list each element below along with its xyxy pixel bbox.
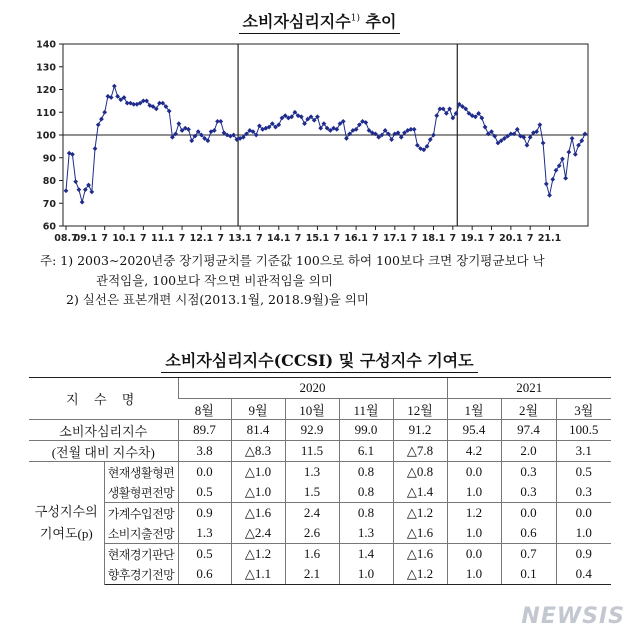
x-tick-label: 7 xyxy=(217,233,225,244)
component-value: △1.0 xyxy=(231,482,285,503)
x-tick-label: 7 xyxy=(410,233,418,244)
component-row xyxy=(29,482,611,503)
ccsi-series-line xyxy=(66,86,585,202)
change-value: 2.0 xyxy=(501,441,556,462)
component-value: △1.6 xyxy=(393,544,447,565)
data-point xyxy=(541,141,546,146)
component-value: 1.5 xyxy=(285,482,339,503)
x-tick-label: 7 xyxy=(372,233,379,244)
data-point xyxy=(547,193,552,198)
component-value: 2.4 xyxy=(285,503,339,524)
x-tick-label: 7 xyxy=(178,233,186,244)
data-point xyxy=(483,125,488,130)
component-value: 0.9 xyxy=(556,544,611,565)
y-tick-label: 130 xyxy=(36,62,56,74)
data-point xyxy=(76,187,81,192)
component-value: 0.8 xyxy=(339,482,393,503)
component-value: △1.6 xyxy=(393,523,447,544)
component-value: 0.7 xyxy=(501,544,556,565)
component-label: 현재생활형편 xyxy=(104,462,178,483)
change-value: 11.5 xyxy=(285,441,339,462)
component-value: 0.3 xyxy=(501,482,556,503)
data-point xyxy=(550,177,555,182)
y-tick-label: 110 xyxy=(36,107,56,119)
data-point xyxy=(583,131,588,136)
component-value: 0.1 xyxy=(501,564,556,585)
x-tick-label: 17.1 xyxy=(383,233,407,244)
component-value: 0.8 xyxy=(339,503,393,524)
component-value: 1.6 xyxy=(285,544,339,565)
data-point xyxy=(99,117,104,122)
ccsi-label: 소비자심리지수 xyxy=(29,420,178,441)
component-value: 1.0 xyxy=(556,523,611,544)
month-header: 10월 xyxy=(285,399,339,420)
component-value: 1.2 xyxy=(447,503,501,524)
y-tick-label: 80 xyxy=(42,176,56,187)
component-row xyxy=(29,564,611,585)
data-point xyxy=(570,136,575,141)
component-value: 2.6 xyxy=(285,523,339,544)
component-value: 0.0 xyxy=(447,462,501,483)
component-value: 1.3 xyxy=(178,523,231,544)
component-label: 현재경기판단 xyxy=(104,544,178,565)
x-tick-label: 15.1 xyxy=(305,233,330,244)
ccsi-line-chart xyxy=(0,30,639,250)
chart-notes xyxy=(40,251,545,310)
x-tick-label: 14.1 xyxy=(267,233,291,244)
ccsi-value: 81.4 xyxy=(231,420,285,441)
data-point xyxy=(102,110,107,115)
change-value: 3.8 xyxy=(178,441,231,462)
y-tick-label: 60 xyxy=(42,221,56,233)
component-label: 소비지출전망 xyxy=(107,526,175,541)
month-header: 12월 xyxy=(393,399,447,420)
month-header: 2월 xyxy=(501,399,556,420)
component-value: 1.0 xyxy=(447,482,501,503)
note-2: 2) 실선은 표본개편 시점(2013.1월, 2018.9월)을 의미 xyxy=(66,292,369,307)
component-value: 1.0 xyxy=(447,523,501,544)
change-value: 3.1 xyxy=(556,441,611,462)
component-value: 0.0 xyxy=(447,544,501,565)
change-value: △7.8 xyxy=(393,441,447,462)
header-row-years xyxy=(29,378,611,399)
header-label: 지 수 명 xyxy=(29,378,178,420)
data-point xyxy=(389,137,394,142)
component-label: 향후경기전망 xyxy=(104,564,178,585)
component-value: 1.3 xyxy=(285,462,339,483)
change-value: 6.1 xyxy=(339,441,393,462)
month-header: 9월 xyxy=(231,399,285,420)
component-value: △1.2 xyxy=(393,503,447,524)
year-2020: 2020 xyxy=(178,378,447,399)
ccsi-value: 92.9 xyxy=(285,420,339,441)
x-tick-label: 16.1 xyxy=(344,233,368,244)
x-tick-label: 19.1 xyxy=(460,233,484,244)
data-point xyxy=(112,84,117,89)
data-point xyxy=(176,121,181,126)
data-point xyxy=(412,127,417,132)
component-value: 0.0 xyxy=(178,462,231,483)
x-tick-label: 7 xyxy=(140,233,147,244)
component-row xyxy=(29,503,611,524)
component-value: △2.4 xyxy=(231,523,285,544)
change-label: (전월 대비 지수차) xyxy=(29,441,178,462)
ccsi-value: 100.5 xyxy=(556,420,611,441)
data-point xyxy=(218,119,223,124)
table-title: 소비자심리지수(CCSI) 및 구성지수 기여도 xyxy=(0,348,639,371)
x-tick-label: 7 xyxy=(449,233,457,244)
x-tick-label: 21.1 xyxy=(537,233,562,244)
component-label: 가계수입전망 xyxy=(104,503,178,524)
x-tick-label: 18.1 xyxy=(421,233,446,244)
ccsi-value: 97.4 xyxy=(501,420,556,441)
component-value: 0.3 xyxy=(501,462,556,483)
x-tick-label: 09.1 xyxy=(73,233,98,244)
component-value: △1.2 xyxy=(393,564,447,585)
data-point xyxy=(544,182,549,187)
x-tick-label: 13.1 xyxy=(228,233,252,244)
y-tick-label: 70 xyxy=(42,198,56,210)
month-header: 1월 xyxy=(447,399,501,420)
month-header: 3월 xyxy=(556,399,611,420)
notes-prefix: 주: xyxy=(40,253,57,268)
component-value: △1.4 xyxy=(393,482,447,503)
x-tick-label: 7 xyxy=(488,233,495,244)
component-value: 1.0 xyxy=(339,564,393,585)
y-tick-label: 90 xyxy=(42,153,56,165)
x-tick-label: 7 xyxy=(256,233,263,244)
newsis-watermark: NEWSIS xyxy=(521,604,625,629)
x-tick-label: 11.1 xyxy=(150,233,175,244)
component-row xyxy=(29,462,611,483)
x-tick-label: 7 xyxy=(526,233,534,244)
component-label: 생활형편전망 xyxy=(107,485,175,500)
component-value: 2.1 xyxy=(285,564,339,585)
component-value: 1.4 xyxy=(339,544,393,565)
component-row xyxy=(29,523,611,544)
component-value: 0.8 xyxy=(339,462,393,483)
component-value: 0.3 xyxy=(556,482,611,503)
component-value: 0.9 xyxy=(178,503,231,524)
note-1-line-2: 관적임을, 100보다 작으면 비관적임을 의미 xyxy=(96,272,333,288)
y-tick-label: 140 xyxy=(36,39,56,51)
component-value: 1.3 xyxy=(339,523,393,544)
component-value: 0.0 xyxy=(501,503,556,524)
data-point xyxy=(537,122,542,127)
change-row xyxy=(29,441,611,462)
x-tick-label: 7 xyxy=(333,233,341,244)
x-tick-label: 7 xyxy=(101,233,108,244)
data-point xyxy=(80,200,85,205)
ccsi-table xyxy=(29,377,611,585)
component-value: 0.5 xyxy=(178,544,231,565)
data-point xyxy=(96,122,101,127)
x-tick-label: 7 xyxy=(294,233,302,244)
component-value: 0.5 xyxy=(178,482,231,503)
ccsi-row xyxy=(29,420,611,441)
y-tick-label: 100 xyxy=(36,130,56,142)
component-value: 0.0 xyxy=(556,503,611,524)
data-point xyxy=(560,156,565,161)
ccsi-value: 99.0 xyxy=(339,420,393,441)
data-point xyxy=(64,188,69,193)
component-value: 0.4 xyxy=(556,564,611,585)
ccsi-value: 89.7 xyxy=(178,420,231,441)
x-tick-label: 10.1 xyxy=(112,233,136,244)
component-value: 1.0 xyxy=(447,564,501,585)
data-point xyxy=(566,150,571,155)
data-point xyxy=(73,179,78,184)
year-2021: 2021 xyxy=(447,378,611,399)
data-point xyxy=(563,176,568,181)
month-header: 8월 xyxy=(194,402,214,418)
group-label: 구성지수의 기여도(p) xyxy=(29,462,104,585)
data-point xyxy=(573,152,578,157)
component-value: △1.1 xyxy=(231,564,285,585)
data-point xyxy=(434,113,439,118)
component-value: △1.0 xyxy=(231,462,285,483)
data-point xyxy=(89,189,94,194)
component-value: △1.6 xyxy=(231,503,285,524)
x-tick-label: 12.1 xyxy=(189,233,214,244)
change-value: △8.3 xyxy=(231,441,285,462)
component-value: △1.2 xyxy=(231,544,285,565)
month-header: 11월 xyxy=(339,399,393,420)
component-row xyxy=(29,544,611,565)
data-point xyxy=(93,146,98,151)
y-tick-label: 120 xyxy=(36,85,56,96)
data-point xyxy=(525,143,530,148)
ccsi-value: 95.4 xyxy=(447,420,501,441)
change-value: 4.2 xyxy=(447,441,501,462)
component-value: △0.8 xyxy=(393,462,447,483)
note-1-line-1: 1) 2003∼2020년중 장기평균치를 기준값 100으로 하여 100보다 크면 장기평균보다 낙 xyxy=(60,253,545,268)
ccsi-value: 91.2 xyxy=(393,420,447,441)
x-tick-label: 20.1 xyxy=(499,233,523,244)
component-value: 0.6 xyxy=(501,523,556,544)
component-value: 0.5 xyxy=(556,462,611,483)
chart-title: 소비자심리지수$^{1)}$ 추이 xyxy=(0,9,639,32)
component-value: 0.6 xyxy=(178,564,231,585)
x-tick-label: 08.7 xyxy=(54,233,78,244)
